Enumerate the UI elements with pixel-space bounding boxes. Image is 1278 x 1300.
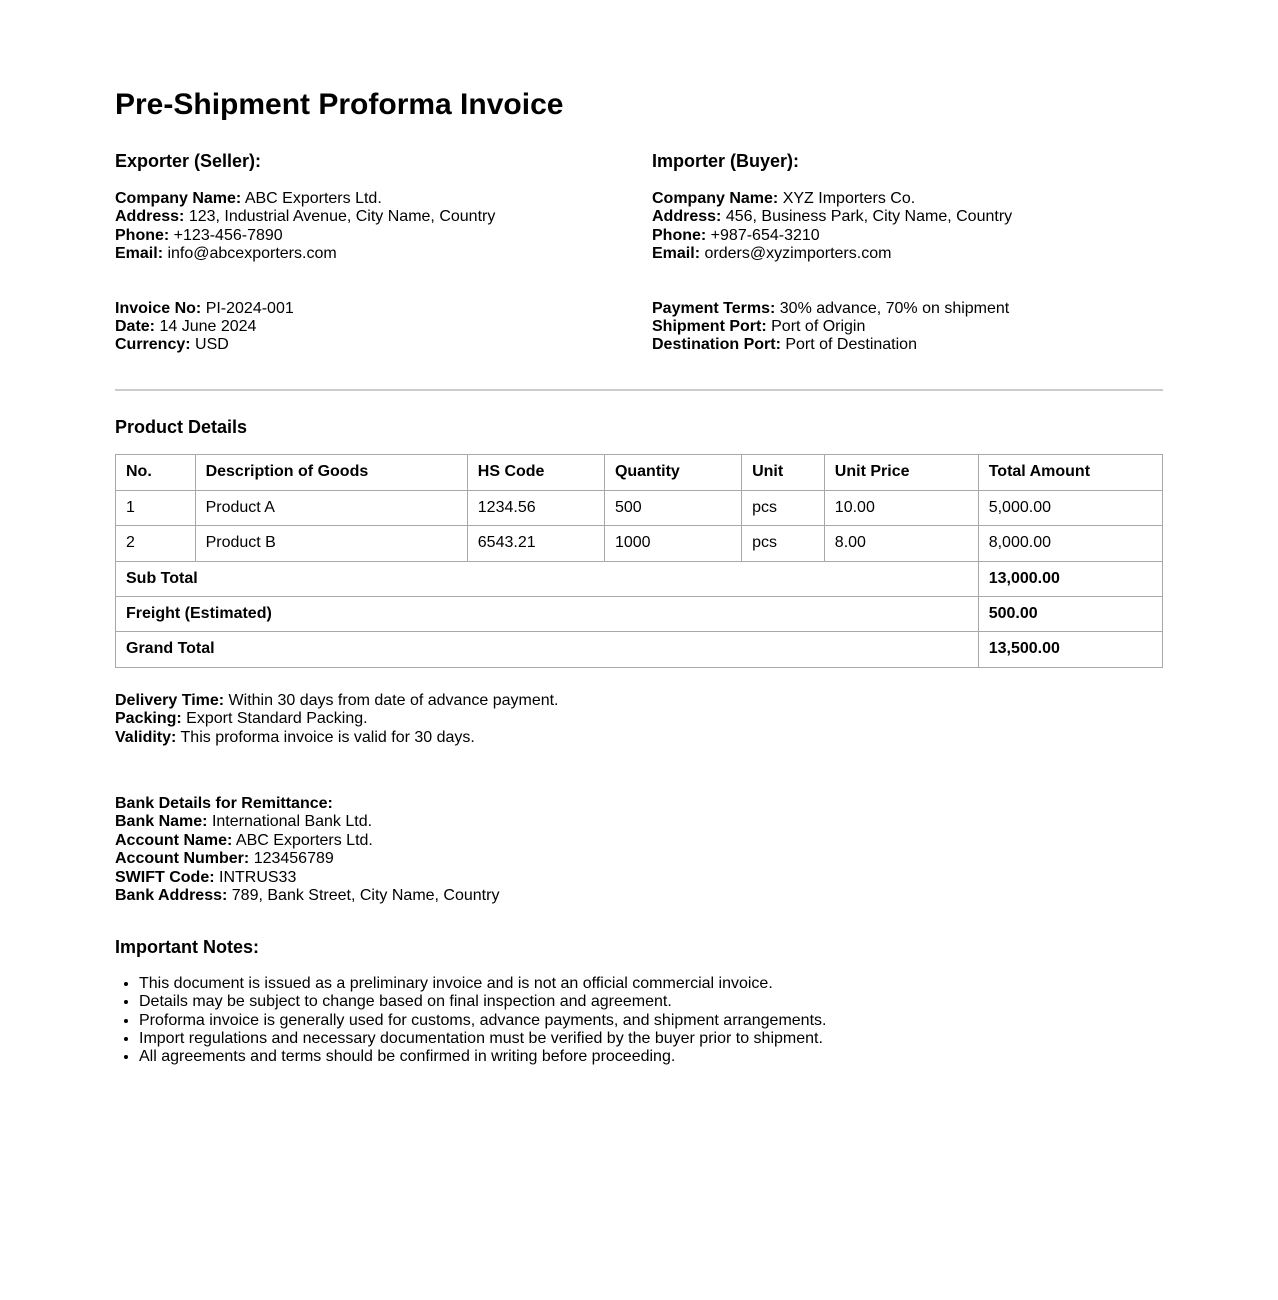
field-line	[115, 850, 1163, 868]
note-item: • Details may be subject to change based on final inspection and agreement.	[139, 993, 1163, 1011]
field-value: 123456789	[253, 850, 334, 868]
importer-section	[639, 151, 1163, 355]
summary-label: Grand Total	[116, 632, 979, 667]
field-line	[115, 245, 639, 263]
field-line	[115, 300, 639, 318]
bank-details-section	[115, 795, 1163, 905]
product-details-heading: Product Details	[115, 416, 248, 437]
field-line	[115, 318, 639, 336]
table-row	[116, 526, 1163, 561]
importer-fields	[652, 190, 1163, 264]
field-line	[652, 318, 1163, 336]
cell-unit: pcs	[742, 526, 825, 561]
parties-section	[115, 151, 1163, 355]
field-line	[115, 190, 639, 208]
field-value: Within 30 days from date of advance payment.	[228, 691, 559, 709]
field-value: 456, Business Park, City Name, Country	[725, 208, 1013, 226]
field-line	[115, 227, 639, 245]
content-divider	[115, 389, 1163, 391]
summary-label: Sub Total	[116, 561, 979, 596]
field-line	[115, 710, 1163, 728]
summary-value: 500.00	[978, 596, 1162, 631]
cell-hs-code: 6543.21	[467, 526, 604, 561]
field-label: Address:	[115, 208, 185, 226]
summary-value: 13,000.00	[978, 561, 1162, 596]
field-line	[652, 208, 1163, 226]
page-title: Pre-Shipment Proforma Invoice	[115, 88, 564, 121]
cell-unit-price: 10.00	[824, 490, 978, 525]
field-label: Invoice No:	[115, 299, 202, 317]
cell-total: 8,000.00	[978, 526, 1162, 561]
field-value: 30% advance, 70% on shipment	[779, 299, 1010, 317]
shipment-meta	[652, 300, 1163, 355]
column-header-unit: Unit	[742, 455, 825, 490]
field-label: Phone:	[115, 226, 170, 244]
field-label: Phone:	[652, 226, 707, 244]
column-header-description: Description of Goods	[195, 455, 467, 490]
field-value: ABC Exporters Ltd.	[244, 190, 382, 208]
field-label: Shipment Port:	[652, 318, 767, 336]
field-value: Port of Destination	[785, 336, 917, 354]
products-table	[115, 454, 1163, 667]
exporter-heading: Exporter (Seller):	[115, 150, 262, 171]
importer-heading: Importer (Buyer):	[652, 150, 800, 171]
field-line	[115, 692, 1163, 710]
column-header-quantity: Quantity	[604, 455, 741, 490]
column-header-unit-price: Unit Price	[824, 455, 978, 490]
field-line	[115, 832, 1163, 850]
cell-hs-code: 1234.56	[467, 490, 604, 525]
field-label: Bank Address:	[115, 886, 228, 904]
cell-no: 2	[116, 526, 196, 561]
field-value: orders@xyzimporters.com	[704, 245, 892, 263]
field-line	[115, 208, 639, 226]
cell-description: Product A	[195, 490, 467, 525]
field-label: Account Name:	[115, 831, 233, 849]
table-row	[116, 490, 1163, 525]
field-label: Bank Name:	[115, 813, 208, 831]
field-line	[652, 336, 1163, 354]
terms-section	[115, 692, 1163, 747]
cell-quantity: 1000	[604, 526, 741, 561]
field-line	[115, 729, 1163, 747]
field-value: 789, Bank Street, City Name, Country	[231, 886, 500, 904]
field-value: ABC Exporters Ltd.	[235, 831, 373, 849]
field-value: +123-456-7890	[173, 226, 283, 244]
important-notes-list	[115, 975, 1163, 1067]
cell-no: 1	[116, 490, 196, 525]
field-value: PI-2024-001	[205, 299, 294, 317]
cell-description: Product B	[195, 526, 467, 561]
exporter-fields	[115, 190, 639, 264]
table-header-row	[116, 455, 1163, 490]
note-item: • All agreements and terms should be confirmed in writing before proceeding.	[139, 1048, 1163, 1066]
field-line	[115, 813, 1163, 831]
field-label: Account Number:	[115, 850, 250, 868]
field-label: Destination Port:	[652, 336, 781, 354]
field-line	[115, 869, 1163, 887]
important-notes-heading: Important Notes:	[115, 937, 259, 958]
column-header-total-amount: Total Amount	[978, 455, 1162, 490]
field-label: Company Name:	[115, 190, 242, 208]
field-label: Validity:	[115, 728, 177, 746]
summary-row-subtotal	[116, 561, 1163, 596]
exporter-section	[115, 151, 639, 355]
field-label: Company Name:	[652, 190, 779, 208]
field-value: 14 June 2024	[159, 318, 257, 336]
cell-quantity: 500	[604, 490, 741, 525]
summary-row-grand-total	[116, 632, 1163, 667]
field-line	[652, 190, 1163, 208]
cell-total: 5,000.00	[978, 490, 1162, 525]
field-line	[115, 887, 1163, 905]
field-line	[652, 227, 1163, 245]
field-label: Address:	[652, 208, 722, 226]
cell-unit: pcs	[742, 490, 825, 525]
field-value: 123, Industrial Avenue, City Name, Country	[188, 208, 496, 226]
field-line	[115, 336, 639, 354]
field-label: Delivery Time:	[115, 691, 225, 709]
field-label: Packing:	[115, 710, 182, 728]
field-value: USD	[195, 336, 229, 354]
field-value: info@abcexporters.com	[167, 245, 337, 263]
note-item: • This document is issued as a preliminary invoice and is not an official commercial invoice.	[139, 975, 1163, 993]
field-label: Date:	[115, 318, 156, 336]
summary-row-freight	[116, 596, 1163, 631]
field-label: Currency:	[115, 336, 191, 354]
invoice-meta	[115, 300, 639, 355]
field-value: +987-654-3210	[710, 226, 820, 244]
field-value: Port of Origin	[771, 318, 866, 336]
bank-details-heading: Bank Details for Remittance:	[115, 794, 333, 812]
column-header-hs-code: HS Code	[467, 455, 604, 490]
field-label: Payment Terms:	[652, 299, 776, 317]
field-label: Email:	[115, 245, 164, 263]
field-value: Export Standard Packing.	[186, 710, 368, 728]
field-line	[652, 300, 1163, 318]
summary-value: 13,500.00	[978, 632, 1162, 667]
cell-unit-price: 8.00	[824, 526, 978, 561]
field-label: Email:	[652, 245, 701, 263]
note-item: • Proforma invoice is generally used for customs, advance payments, and shipment arrangements.	[139, 1012, 1163, 1030]
invoice-document	[115, 0, 1163, 1067]
field-value: XYZ Importers Co.	[782, 190, 916, 208]
field-label: SWIFT Code:	[115, 868, 215, 886]
column-header-no: No.	[116, 455, 196, 490]
field-value: International Bank Ltd.	[211, 813, 373, 831]
field-line	[652, 245, 1163, 263]
field-value: INTRUS33	[219, 868, 297, 886]
note-item: • Import regulations and necessary documentation must be verified by the buyer prior to shipment.	[139, 1030, 1163, 1048]
summary-label: Freight (Estimated)	[116, 596, 979, 631]
field-value: This proforma invoice is valid for 30 days.	[180, 728, 475, 746]
